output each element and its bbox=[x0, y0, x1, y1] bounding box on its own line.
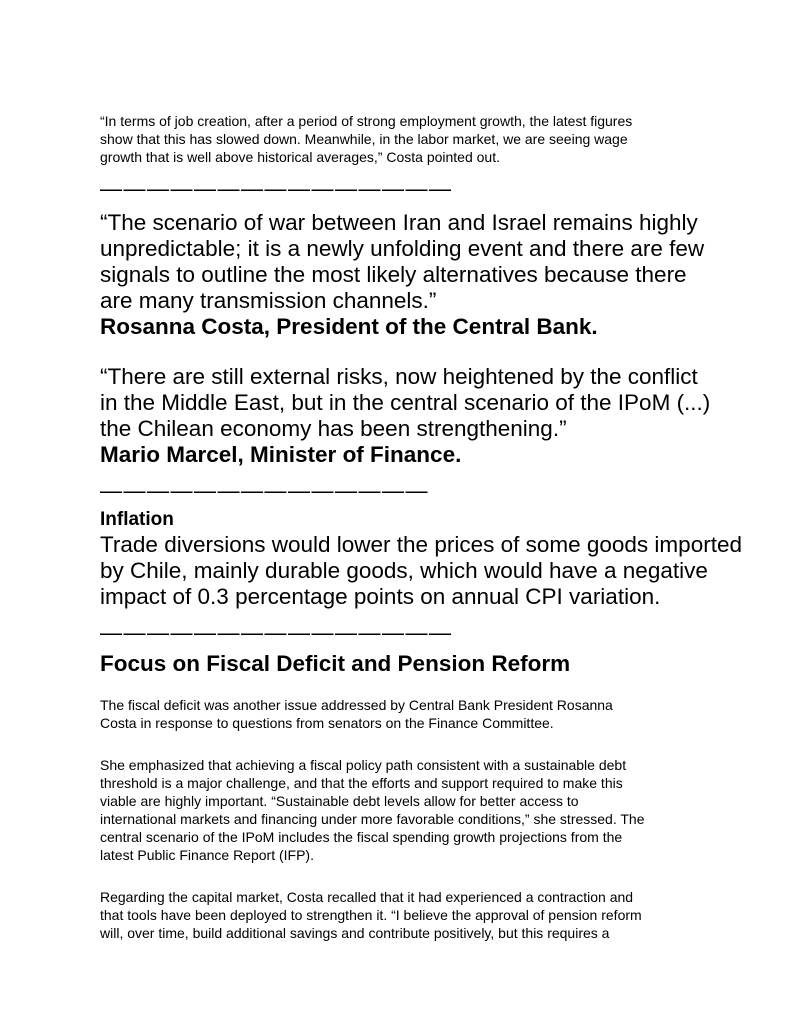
dash-divider: ——————————————— bbox=[100, 620, 453, 645]
text-line: show that this has slowed down. Meanwhile, in the labor market, we are seeing wage bbox=[100, 131, 628, 147]
inflation-heading: Inflation bbox=[100, 509, 174, 530]
section-heading: Focus on Fiscal Deficit and Pension Reform bbox=[100, 651, 571, 676]
quote-attribution: Rosanna Costa, President of the Central Bank. bbox=[100, 314, 598, 339]
quote-line: signals to outline the most likely alternatives because there bbox=[100, 262, 687, 287]
text-line: international markets and financing under more favorable conditions,” she stressed. The bbox=[100, 811, 645, 827]
quote-line: unpredictable; it is a newly unfolding event and there are few bbox=[100, 236, 705, 261]
text-line: Regarding the capital market, Costa recalled that it had experienced a contraction and bbox=[100, 889, 634, 905]
text-line: “In terms of job creation, after a period of strong employment growth, the latest figures bbox=[100, 113, 633, 129]
quote-line: are many transmission channels.” bbox=[100, 288, 437, 313]
paragraph bbox=[100, 696, 613, 732]
paragraph bbox=[100, 756, 645, 864]
intro-paragraph bbox=[100, 112, 632, 166]
text-line: The fiscal deficit was another issue addressed by Central Bank President Rosanna bbox=[100, 697, 613, 713]
text-line: impact of 0.3 percentage points on annual CPI variation. bbox=[100, 584, 661, 609]
text-line: viable are highly important. “Sustainable debt levels allow for better access to bbox=[100, 793, 579, 809]
text-line: central scenario of the IPoM includes the fiscal spending growth projections from the bbox=[100, 829, 623, 845]
inflation-section bbox=[100, 508, 742, 610]
dash-divider: —————————————— bbox=[100, 478, 429, 503]
paragraph bbox=[100, 888, 642, 942]
text-line: will, over time, build additional savings and contribute positively, but this requires a bbox=[100, 925, 610, 941]
quote-line: the Chilean economy has been strengthening.” bbox=[100, 416, 567, 441]
quote-marcel bbox=[100, 364, 710, 468]
quote-line: “The scenario of war between Iran and Israel remains highly bbox=[100, 210, 698, 235]
quote-costa bbox=[100, 210, 704, 340]
quote-line: in the Middle East, but in the central scenario of the IPoM (...) bbox=[100, 390, 711, 415]
text-line: Trade diversions would lower the prices of some goods imported bbox=[100, 532, 742, 557]
text-line: Costa in response to questions from senators on the Finance Committee. bbox=[100, 715, 554, 731]
text-line: threshold is a major challenge, and that the efforts and support required to make this bbox=[100, 775, 623, 791]
dash-divider: ——————————————— bbox=[100, 176, 453, 201]
text-line: by Chile, mainly durable goods, which would have a negative bbox=[100, 558, 708, 583]
text-line: latest Public Finance Report (IFP). bbox=[100, 847, 314, 863]
quote-line: “There are still external risks, now heightened by the conflict bbox=[100, 364, 698, 389]
text-line: that tools have been deployed to strengthen it. “I believe the approval of pension reform bbox=[100, 907, 642, 923]
text-line: She emphasized that achieving a fiscal policy path consistent with a sustainable debt bbox=[100, 757, 627, 773]
text-line: growth that is well above historical averages,” Costa pointed out. bbox=[100, 149, 500, 165]
quote-attribution: Mario Marcel, Minister of Finance. bbox=[100, 442, 462, 467]
